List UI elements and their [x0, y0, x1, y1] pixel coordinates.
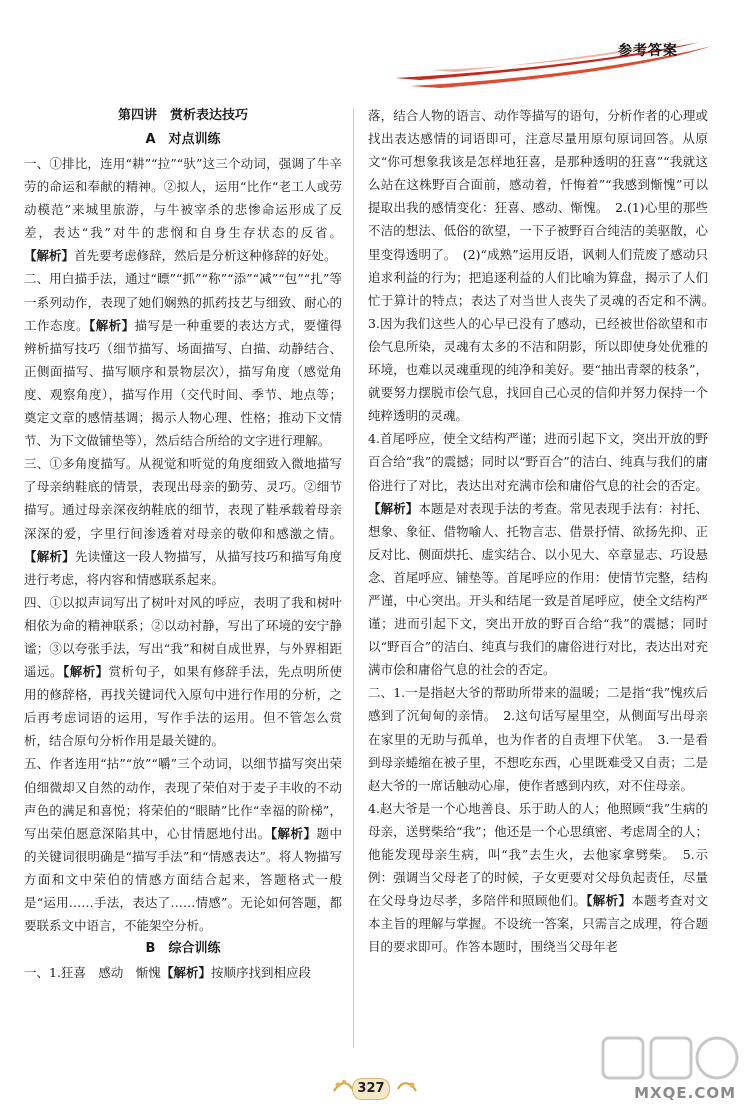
answer-one	[24, 152, 342, 267]
answer-b-two-four-text: 4.赵大爷是一个心地善良、乐于助人的人；他照顾“我”生病的母亲，送劈柴给“我”；他还是一个心思缜密、考虑周全的人；他能发现母亲生病，叫“我”去生火，去他家拿劈柴。 5.示例：强调当父母老了的时候，子女更要对父母负起责任，尽量在父母身边尽孝，多陪伴和照顾他们。	[368, 800, 708, 909]
answer-b-two: 二、1.一是指赵大爷的帮助所带来的温暖；二是指“我”愧疚后感到了沉甸甸的亲情。 2.这句话写屋里空，从侧面写出母亲在家里的无助与孤单，也为作者的自责埋下伏笔。 3.一是看到母亲蜷缩在被子里，不想吃东西，心里既难受又自责；二是赵大爷的一席话触动心扉，使作者感到内疚，对不住母亲。	[368, 685, 708, 793]
answer-two	[24, 267, 342, 452]
answer-b-two-four-analysis: 本题考查对文本主旨的理解与掌握。不设统一答案，只需言之成理，符合题目的要求即可。作答本题时，围绕当父母年老	[368, 893, 708, 955]
analysis-tag: 【解析】	[24, 548, 75, 564]
page-number: 327	[352, 1078, 390, 1100]
answer-b-one-analysis: 按顺序找到相应段	[210, 965, 311, 981]
answer-three-text: 三、①多角度描写。从视觉和听觉的角度细致入微地描写了母亲纳鞋底的情景，表现出母亲的勤劳、灵巧。②细节描写。通过母亲深夜纳鞋底的细节，表现了鞋承载着母亲深深的爱，字里行间渗透着对母亲的敬仰和感激之情。	[24, 456, 342, 541]
analysis-tag: 【解析】	[160, 965, 211, 981]
analysis-tag: 【解析】	[586, 893, 632, 909]
answer-b-four-text: 4.首尾呼应，使全文结构严谨；进而引起下文，突出开放的野百合给“我”的震撼；同时以“野百合”的洁白、纯真与我们的庸俗进行了对比，表达出对充满市侩和庸俗气息的社会的否定。	[368, 431, 708, 493]
column-divider	[353, 108, 354, 1048]
answer-one-analysis: 首先要考虑修辞，然后是分析这种修辞的好处。	[74, 248, 337, 264]
analysis-tag: 【解析】	[24, 248, 75, 264]
answer-four-analysis: 赏析句子，如果有修辞手法，先点明所使用的修辞格，再找关键词代入原句中进行作用的分析，之后再考虑词语的运用，写作手法的运用。但不管怎么赏析，结合原句分析作用是最关键的。	[24, 664, 342, 749]
answer-one-text: 一、①排比，连用“耕”“拉”“驮”这三个动词，强调了牛辛劳的命运和奉献的精神。②拟人，运用“比作“老工人或劳动模范”来城里旅游，与牛被宰杀的悲惨命运形成了反差，表达“我”对牛的悲悯和自身生存状态的反省。	[24, 156, 342, 241]
answer-b-one-text: 一、1.狂喜 感动 惭愧	[24, 965, 161, 981]
answer-three	[24, 452, 342, 591]
answer-b-four	[368, 427, 708, 681]
section-title: 第四讲 赏析表达技巧	[117, 108, 248, 123]
answer-five-text: 五、作者连用“拈”“放”“嚼”三个动词，以细节描写突出荣伯细微却又自然的动作，表现了荣伯对于麦子丰收的不动声色的满足和喜悦；将荣伯的“眼睛”比作“幸福的阶梯”，写出荣伯愿意深陷其中，心甘情愿地付出。	[24, 756, 342, 841]
answer-three-analysis: 先读懂这一段人物描写，从描写技巧和描写角度进行考虑，将内容和情感联系起来。	[24, 548, 342, 587]
continued-answer: 落，结合人物的语言、动作等描写的语句，分析作者的心理或找出表达感情的词语即可，注意尽量用原句原词回答。从原文“你可想象我该是怎样地狂喜，是那种透明的狂喜”“我就这么站在这株野百合面前，感动着，忏悔着”“我感到惭愧”可以提取出我的感情变化：狂喜、感动、惭愧。 2.(1)心里的那些不洁的想法、低俗的欲望，一下子被野百合纯洁的美驱散，心里变得透明了。 (2)“成熟”运用反语，讽刺人们荒废了感动只追求利益的行为；把追逐利益的人们比喻为算盘，揭示了人们忙于算计的特点；表达了对当世人丧失了灵魂的否定和不满。 3.因为我们这些人的心早已没有了感动，已经被世俗欲望和市侩气息所染，灵魂有太多的不洁和阴影，所以即使身处优雅的环境，也难以灵魂重现的纯净和美好。要“抽出青翠的枝条”，就要努力摆脱市侩气息，找回自己心灵的信仰并努力保持一个纯粹透明的灵魂。	[368, 108, 721, 424]
watermark-url: MXQE.COM	[634, 1084, 736, 1102]
right-column	[368, 104, 721, 958]
analysis-tag: 【解析】	[62, 664, 109, 680]
answer-two-text: 二、用白描手法，通过“瞟”“抓”“称”“添”“减”“包”“扎”等一系列动作，表现了她们娴熟的抓药技艺与细致、耐心的工作态度。	[24, 271, 342, 333]
page-number-block	[330, 1075, 420, 1103]
answer-b-one	[24, 961, 342, 984]
analysis-tag: 【解析】	[368, 500, 419, 516]
left-column	[24, 104, 342, 984]
answer-b-four-analysis: 本题是对表现手法的考查。常见表现手法有：衬托、想象、象征、借物喻人、托物言志、借景抒情、欲扬先抑、正反对比、侧面烘托、虚实结合、以小见大、卒章显志、巧设悬念、首尾呼应、铺垫等。首尾呼应的作用：使情节完整，结构严谨，中心突出。开头和结尾一致是首尾呼应，使全文结构严谨；进而引起下文，突出开放的野百合给“我”的震撼；同时以“野百合”的洁白、纯真与我们的庸俗进行对比，表达出对充满市侩和庸俗气息的社会的否定。	[368, 500, 708, 678]
answer-b-two-four	[368, 797, 708, 959]
subsection-b-title: B 综合训练	[145, 941, 221, 957]
analysis-tag: 【解析】	[270, 825, 317, 841]
header-label: 参考答案	[618, 43, 678, 59]
answer-five-analysis: 题中的关键词很明确是“描写手法”和“情感表达”。将人物描写方面和文中荣伯的情感方面结合起来，答题格式一般是“运用……手法，表达了……情感”。无论如何答题，都要联系文中语言，不能架空分析。	[24, 825, 342, 934]
answer-four	[24, 591, 342, 753]
answer-two-analysis: 描写是一种重要的表达方式，要懂得辨析描写技巧（细节描写、场面描写、白描、动静结合、正侧面描写、描写顺序和景物层次），描写角度（感觉角度、观察角度），描写作用（交代时间、季节、地点等；奠定文章的感情基调；揭示人物心理、性格；推动下文情节、为下文做铺垫等），然后结合所给的文字进行理解。	[24, 317, 342, 449]
answer-five	[24, 752, 342, 937]
analysis-tag: 【解析】	[88, 317, 135, 333]
subsection-a-title: A 对点训练	[145, 132, 221, 147]
answer-four-text: 四、①以拟声词写出了树叶对风的呼应，表明了我和树叶相依为命的精神联系；②以动衬静，写出了环境的安宁静谧；③以夸张手法，写出“我”和树自成世界，与外界相距遥远。	[24, 594, 342, 680]
